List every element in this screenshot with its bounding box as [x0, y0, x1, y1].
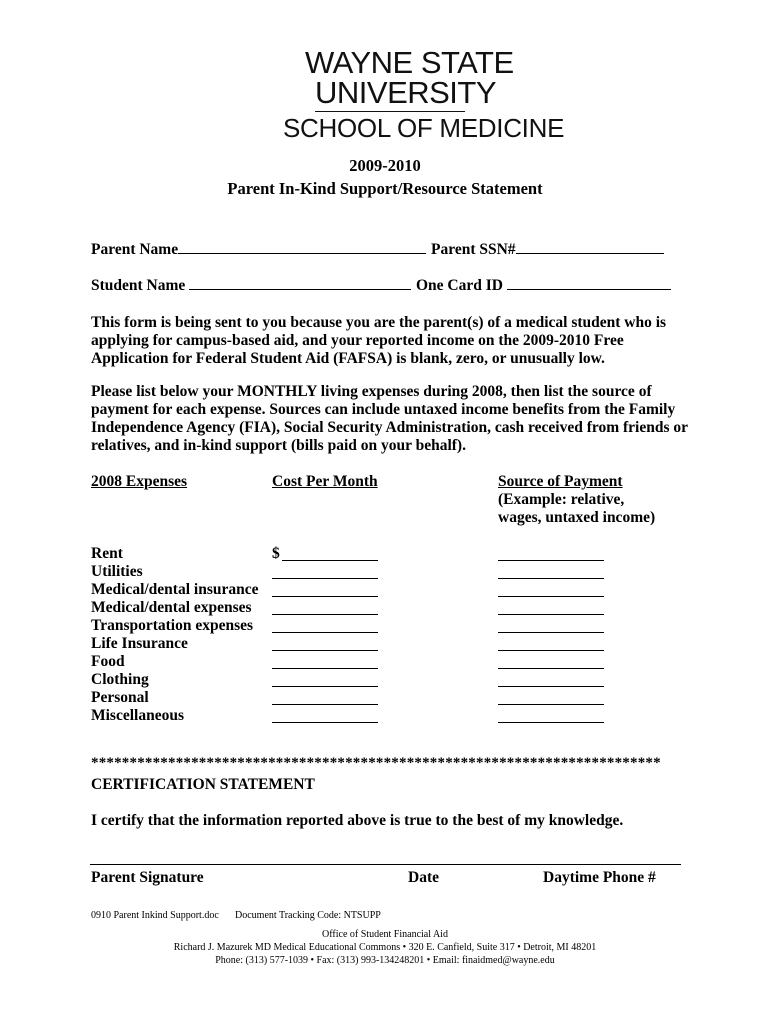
- student-name-field[interactable]: [91, 277, 411, 295]
- instructions-paragraph: Please list below your MONTHLY living expenses during 2008, then list the source of payment for each expense. Sources can include untaxed income benefits from the Family Independence Agency (FIA), Social Security Administration, cash received from friends or relatives, and in-kind support (bills paid on your behalf).: [91, 383, 688, 454]
- form-title: Parent In-Kind Support/Resource Statement: [227, 179, 543, 198]
- cost-per-month-blank[interactable]: [272, 722, 378, 723]
- separator-stars: **************************************************************************: [91, 755, 661, 771]
- intro-paragraph: This form is being sent to you because you are the parent(s) of a medical student who is applying for campus-based aid, and your reported income on the 2009-2010 Free Application for Federal Student Aid (FAFSA) is blank, zero, or unusually low.: [91, 314, 667, 367]
- expense-row-label: Food: [91, 653, 125, 670]
- document-name: 0910 Parent Inkind Support.doc: [91, 910, 219, 921]
- cost-per-month-blank[interactable]: [272, 632, 378, 633]
- daytime-phone-label: Daytime Phone #: [543, 869, 656, 886]
- student-name-label: Student Name: [91, 277, 186, 294]
- cost-per-month-blank[interactable]: [272, 614, 378, 615]
- col-header-source: Source of Payment: [498, 473, 623, 490]
- footer-office: Office of Student Financial Aid: [322, 929, 448, 940]
- dollar-sign: $: [272, 545, 280, 562]
- parent-name-blank[interactable]: [178, 241, 426, 254]
- expense-row-label: Transportation expenses: [91, 617, 254, 634]
- expense-row-label: Personal: [91, 689, 149, 706]
- source-of-payment-blank[interactable]: [498, 614, 604, 615]
- parent-ssn-blank[interactable]: [516, 241, 664, 254]
- parent-ssn-label: Parent SSN#: [431, 241, 516, 258]
- expense-row-label: Miscellaneous: [91, 707, 184, 724]
- cost-per-month-blank[interactable]: [272, 578, 378, 579]
- col-header-cost: Cost Per Month: [272, 473, 378, 490]
- source-of-payment-blank[interactable]: [498, 578, 604, 579]
- logo-line-3: SCHOOL OF MEDICINE: [283, 113, 565, 143]
- source-of-payment-blank[interactable]: [498, 650, 604, 651]
- col-header-expenses: 2008 Expenses: [91, 473, 188, 490]
- one-card-id-field[interactable]: [416, 277, 671, 295]
- parent-ssn-field[interactable]: [431, 241, 664, 259]
- certification-text: I certify that the information reported above is true to the best of my knowledge.: [91, 812, 624, 829]
- one-card-id-blank[interactable]: [507, 277, 671, 290]
- cost-per-month-blank[interactable]: [272, 596, 378, 597]
- source-of-payment-blank[interactable]: [498, 632, 604, 633]
- source-of-payment-blank[interactable]: [498, 560, 604, 561]
- col-header-source-example-1: (Example: relative,: [498, 491, 625, 508]
- col-header-source-example-2: wages, untaxed income): [498, 509, 656, 526]
- cost-per-month-blank[interactable]: [272, 686, 378, 687]
- form-year: 2009-2010: [349, 156, 421, 175]
- expense-row-label: Medical/dental expenses: [91, 599, 252, 616]
- parent-name-label: Parent Name: [91, 241, 179, 258]
- source-of-payment-blank[interactable]: [498, 596, 604, 597]
- date-label: Date: [408, 869, 439, 886]
- tracking-code: Document Tracking Code: NTSUPP: [235, 910, 381, 921]
- source-of-payment-blank[interactable]: [498, 722, 604, 723]
- footer-address: Richard J. Mazurek MD Medical Educational Commons • 320 E. Canfield, Suite 317 • Detroit, MI 48201: [173, 942, 597, 953]
- source-of-payment-blank[interactable]: [498, 668, 604, 669]
- source-of-payment-blank[interactable]: [498, 704, 604, 705]
- signature-line[interactable]: [90, 864, 681, 865]
- student-name-blank[interactable]: [189, 277, 411, 290]
- logo-line-1: WAYNE STATE: [305, 45, 514, 80]
- logo-line-2: UNIVERSITY: [315, 75, 497, 110]
- one-card-id-label: One Card ID: [416, 277, 503, 294]
- expense-row-label: Life Insurance: [91, 635, 188, 652]
- cost-per-month-blank[interactable]: [272, 704, 378, 705]
- parent-signature-label: Parent Signature: [91, 869, 204, 886]
- cost-per-month-blank[interactable]: [272, 650, 378, 651]
- expense-row-label: Medical/dental insurance: [91, 581, 259, 598]
- expense-row-label: Rent: [91, 545, 123, 562]
- cost-per-month-blank[interactable]: [282, 560, 378, 561]
- parent-name-field[interactable]: [91, 241, 426, 259]
- expense-row-label: Clothing: [91, 671, 149, 688]
- cost-per-month-blank[interactable]: [272, 668, 378, 669]
- source-of-payment-blank[interactable]: [498, 686, 604, 687]
- footer-contact: Phone: (313) 577-1039 • Fax: (313) 993-134248201 • Email: finaidmed@wayne.edu: [215, 955, 555, 966]
- logo-divider: [315, 111, 465, 112]
- expense-row-label: Utilities: [91, 563, 143, 580]
- certification-heading: CERTIFICATION STATEMENT: [91, 776, 315, 793]
